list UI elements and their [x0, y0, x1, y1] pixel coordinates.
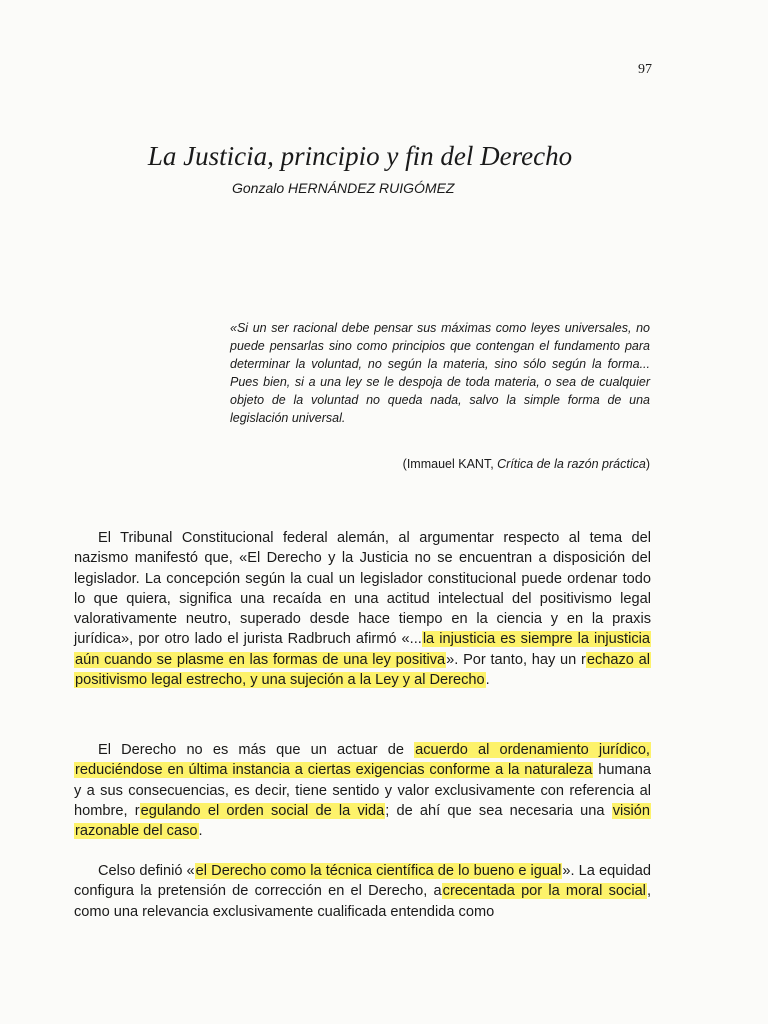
p3-text-1: Celso definió « — [98, 863, 195, 879]
citation-author: (Immauel KANT, — [402, 457, 498, 471]
citation-close: ) — [645, 457, 650, 471]
p2-text-1: El Derecho no es más que un actuar de — [98, 742, 415, 758]
p3-highlight-2: crecentada por la moral social — [442, 883, 646, 900]
p1-text-2: ». Por tanto, hay un r — [446, 651, 586, 668]
p1-text-3: . — [485, 672, 490, 689]
p2-text-3: ; de ahí que sea necesaria una — [385, 802, 612, 819]
p2-highlight-2: egulando el orden social de la vida — [140, 802, 385, 819]
author-name: Gonzalo HERNÁNDEZ RUIGÓMEZ — [232, 180, 455, 196]
p2-highlight-1: acuerdo al ordenamiento jurídico, reduciéndose en última instancia a ciertas exigencias conforme a la naturaleza — [75, 742, 650, 779]
body-paragraph-3 — [74, 861, 651, 922]
page-title: La Justicia, principio y fin del Derecho — [147, 141, 573, 171]
p2-highlight-3: visión razonable del caso — [75, 802, 651, 840]
p1-highlight-2: echazo al positivismo legal estrecho, y una sujeción a la Ley y al Derecho — [75, 651, 650, 689]
p3-text-3: , como una relevancia exclusivamente cualificada entendida como — [74, 883, 651, 920]
p3-text-2: ». La equidad configura la pretensión de corrección en el Derecho, a — [74, 863, 651, 900]
epigraph-citation — [230, 457, 650, 471]
p1-text-1: El Tribunal Constitucional federal alemán, al argumentar respecto al tema del nazismo manifestó que, «El Derecho y la Justicia no se encuentran a disposición del legislador. La concepción según la cual un legislador constitucional puede ordenar todo lo que quiera, significa una recaída en una actitud intelectual del positivismo legal valorativamente neutro, superado desde hace tiempo en la ciencia y en la praxis jurídica», por otro lado el jurista Radbruch afirmó «... — [74, 530, 651, 648]
body-paragraph-1 — [74, 528, 651, 690]
p2-text-2: humana y a sus consecuencias, es decir, tiene sentido y valor exclusivamente con referencia al hombre, r — [74, 762, 651, 819]
epigraph-quote: «Si un ser racional debe pensar sus máximas como leyes universales, no puede pensarlas sino como principios que contengan el fundamento para determinar la voluntad, no según la materia, sino sólo según la forma... Pues bien, si a una ley se le despoja de toda materia, o sea de cualquier objeto de la voluntad no queda nada, salvo la simple forma de una legislación universal. — [230, 321, 650, 425]
p2-text-4: . — [198, 823, 203, 840]
page-number: 97 — [638, 62, 652, 77]
p1-highlight-1: la injusticia es siempre la injusticia aún cuando se plasme en las formas de una ley positiva — [75, 631, 651, 668]
citation-work: Crítica de la razón práctica — [497, 457, 646, 471]
body-paragraph-2 — [74, 740, 651, 841]
p3-highlight-1: el Derecho como la técnica científica de lo bueno e igual — [195, 863, 562, 879]
